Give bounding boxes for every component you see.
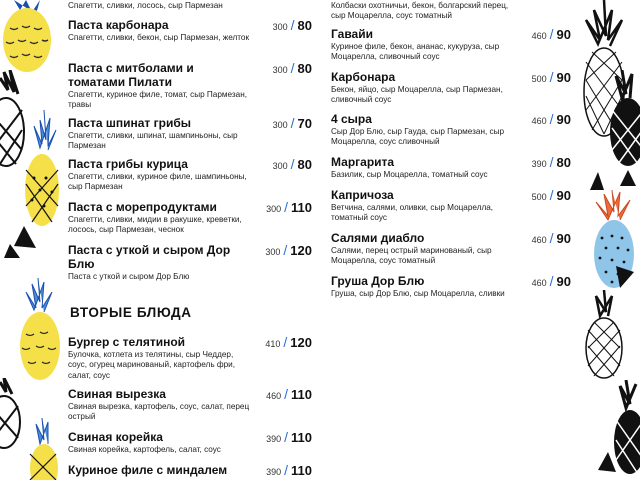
menu-item-weight: 390 <box>266 434 282 444</box>
menu-item-desc: Свиная корейка, картофель, салат, соус <box>68 445 221 454</box>
price-slash-separator: / <box>290 60 295 76</box>
menu-item-name: Паста карбонара <box>68 18 169 32</box>
triangle-black-icon <box>4 222 44 262</box>
menu-item-name: Карбонара <box>331 70 396 84</box>
menu-item-weight: 300 <box>272 65 288 75</box>
pineapple-yellow-top-icon <box>0 0 60 78</box>
price-slash-separator: / <box>284 199 289 215</box>
menu-item-weight: 300 <box>272 120 288 130</box>
menu-item-price <box>532 112 571 128</box>
menu-item-price-value: 80 <box>556 155 571 170</box>
menu-item-desc: Куриное филе, бекон, ананас, кукуруза, сыр Моцарелла, сливочный соус <box>331 42 500 62</box>
menu-item-price <box>273 157 312 173</box>
menu-item-price-value: 90 <box>556 70 571 85</box>
menu-item <box>331 70 571 106</box>
price-slash-separator: / <box>290 156 295 172</box>
menu-item <box>68 18 312 43</box>
price-slash-separator: / <box>549 273 554 289</box>
price-slash-separator: / <box>549 154 554 170</box>
menu-item-price-value: 110 <box>291 430 312 445</box>
menu-item-name: Свиная корейка <box>68 430 163 444</box>
menu-item-price <box>532 274 571 290</box>
menu-item-name: Груша Дор Блю <box>331 274 425 288</box>
menu-item <box>331 112 571 148</box>
menu-item-name: Гавайи <box>331 27 373 41</box>
menu-item-partial <box>68 0 312 11</box>
menu-item-price-value: 80 <box>297 18 312 33</box>
menu-item-price <box>532 27 571 43</box>
menu-item-weight: 390 <box>266 467 282 477</box>
menu-item-price <box>266 200 312 216</box>
menu-item-price-value: 90 <box>556 188 571 203</box>
menu-item-price-value: 90 <box>556 112 571 127</box>
menu-item-price <box>273 61 312 77</box>
menu-item-price <box>532 70 571 86</box>
menu-item-desc: Спагетти, сливки, шпинат, шампиньоны, сыр Пармезан <box>68 131 238 151</box>
price-slash-separator: / <box>284 429 289 445</box>
menu-item-name: Паста с уткой и сыром Дор Блю <box>68 243 231 271</box>
pineapple-yellow-blue-leaves-icon <box>22 110 60 230</box>
pineapple-yellow-blue-leaves-icon <box>28 418 58 480</box>
triangle-black-icon <box>594 448 634 478</box>
menu-item-price <box>266 430 312 446</box>
menu-item-weight: 460 <box>531 116 547 126</box>
menu-item-name: Свиная вырезка <box>68 387 166 401</box>
price-slash-separator: / <box>290 17 295 33</box>
pineapple-outline-icon <box>584 290 624 380</box>
menu-item-name: Паста шпинат грибы <box>68 116 191 130</box>
menu-item-weight: 460 <box>531 235 547 245</box>
menu-item-desc: Бекон, яйцо, сыр Моцарелла, сыр Пармезан, сливочный соус <box>331 85 503 105</box>
menu-item-name: Маргарита <box>331 155 395 169</box>
menu-item-name: 4 сыра <box>331 112 372 126</box>
menu-item <box>68 157 312 193</box>
menu-item-price-value: 80 <box>297 61 312 76</box>
price-slash-separator: / <box>549 69 554 85</box>
menu-item <box>68 200 312 236</box>
menu-item-weight: 460 <box>531 278 547 288</box>
price-slash-separator: / <box>290 115 295 131</box>
menu-item-weight: 390 <box>531 159 547 169</box>
pineapple-black-icon <box>0 378 24 450</box>
menu-item-name: Паста с морепродуктами <box>68 200 217 214</box>
price-slash-separator: / <box>283 242 288 258</box>
price-slash-separator: / <box>284 386 289 402</box>
menu-item-price <box>266 463 312 479</box>
menu-item-price <box>532 231 571 247</box>
menu-item-name: Паста с митболами и томатами Пилати <box>68 61 194 89</box>
menu-item-weight: 460 <box>266 391 282 401</box>
menu-item-name: Бургер с телятиной <box>68 335 186 349</box>
menu-item <box>331 155 571 180</box>
section-title: ВТОРЫЕ БЛЮДА <box>70 305 192 320</box>
menu-item-price-value: 90 <box>556 27 571 42</box>
menu-item-desc: Салями, перец острый маринованый, сыр Моцарелла, соус томатный <box>331 246 492 266</box>
menu-item <box>68 463 312 477</box>
menu-item-price-value: 120 <box>290 335 312 350</box>
menu-item-price-value: 110 <box>291 463 312 478</box>
menu-item-desc: Спагетти, сливки, бекон, сыр Пармезан, желток <box>68 33 250 42</box>
menu-item-desc: Спагетти, куриное филе, томат, сыр Пармезан, травы <box>68 90 248 110</box>
menu-item-weight: 410 <box>265 339 281 349</box>
price-slash-separator: / <box>549 26 554 42</box>
menu-item-desc: Ветчина, салями, оливки, сыр Моцарелла, томатный соус <box>331 203 494 223</box>
menu-item-price-value: 90 <box>556 274 571 289</box>
menu-item-weight: 300 <box>272 161 288 171</box>
menu-item-desc: Свиная вырезка, картофель, соус, салат, перец острый <box>68 402 250 422</box>
menu-item-price <box>265 335 312 351</box>
menu-item-price-value: 80 <box>297 157 312 172</box>
menu-item-desc: Базилик, сыр Моцарелла, томатный соус <box>331 170 488 179</box>
menu-item-price <box>532 188 571 204</box>
menu-item-desc: Булочка, котлета из телятины, сыр Чеддер, соус, огурец маринованый, картофель фри, салат, соус <box>68 350 236 380</box>
menu-item <box>68 116 312 152</box>
menu-item <box>68 61 312 111</box>
menu-item <box>331 274 571 299</box>
price-slash-separator: / <box>549 187 554 203</box>
menu-item-price-value: 110 <box>291 200 312 215</box>
menu-item <box>331 231 571 267</box>
menu-item-desc: Сыр Дор Блю, сыр Гауда, сыр Пармезан, сыр Моцарелла, соус сливочный <box>331 127 505 147</box>
menu-item-price <box>532 155 571 171</box>
menu-item-price-value: 70 <box>297 116 312 131</box>
menu-item-desc: Груша, сыр Дор Блю, сыр Моцарелла, сливки <box>331 289 505 298</box>
menu-item-weight: 500 <box>531 192 547 202</box>
menu-item-weight: 300 <box>272 22 288 32</box>
menu-item-partial <box>331 0 571 22</box>
menu-item-desc: Спагетти, сливки, мидии в ракушке, креветки, лосось, сыр Пармезан, чеснок <box>68 215 242 235</box>
price-slash-separator: / <box>283 334 288 350</box>
menu-item-name: Салями диабло <box>331 231 425 245</box>
menu-item-name: Капричоза <box>331 188 394 202</box>
pineapple-yellow-blue-leaves-icon <box>18 278 60 382</box>
menu-item-desc: Колбаски охотничьи, бекон, болгарский перец, сыр Моцарелла, соус томатный <box>331 1 509 21</box>
menu-item <box>68 335 312 381</box>
menu-item <box>68 430 312 455</box>
menu-item <box>68 387 312 423</box>
menu-item-weight: 300 <box>265 247 281 257</box>
menu-item <box>68 243 312 282</box>
menu-item-weight: 460 <box>531 31 547 41</box>
menu-item-desc: Спагетти, сливки, куриное филе, шампиньоны, сыр Пармезан <box>68 172 247 192</box>
menu-item <box>331 188 571 224</box>
pineapple-black-icon <box>608 70 640 170</box>
menu-item-price-value: 120 <box>290 243 312 258</box>
menu-item-name: Паста грибы курица <box>68 157 188 171</box>
menu-item-price <box>273 18 312 34</box>
menu-item-desc: Спагетти, сливки, лосось, сыр Пармезан <box>68 1 223 10</box>
menu-item-price-value: 110 <box>291 387 312 402</box>
menu-item-price <box>265 243 312 259</box>
menu-item-desc: Паста с уткой и сыром Дор Блю <box>68 272 190 281</box>
menu-item <box>331 27 571 63</box>
menu-item-weight: 500 <box>531 74 547 84</box>
menu-item-price-value: 90 <box>556 231 571 246</box>
triangle-black-icon <box>612 262 638 292</box>
menu-item-weight: 300 <box>266 204 282 214</box>
price-slash-separator: / <box>549 111 554 127</box>
price-slash-separator: / <box>549 230 554 246</box>
price-slash-separator: / <box>284 462 289 478</box>
menu-item-price <box>273 116 312 132</box>
menu-item-price <box>266 387 312 403</box>
menu-item-name: Куриное филе с миндалем <box>68 463 228 477</box>
